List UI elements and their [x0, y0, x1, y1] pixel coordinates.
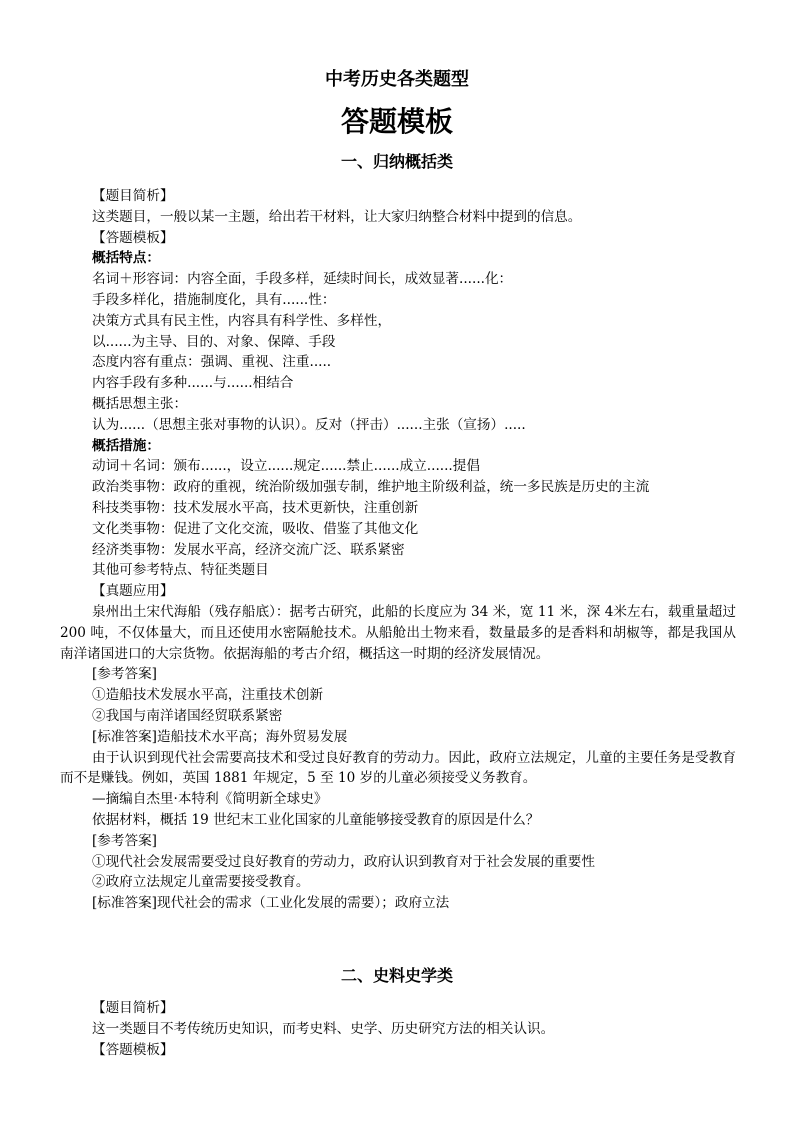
reference-answer-item: ②政府立法规定儿童需要接受教育。: [92, 874, 310, 891]
section-2-body: [60, 998, 736, 1060]
measure-line: 其他可参考特点、特征类题目: [92, 562, 269, 579]
reference-answer-label: [参考答案]: [92, 666, 157, 683]
question-2-source: —摘编自杰里·本特利《简明新全球史》: [92, 791, 328, 808]
reference-answer-item: ②我国与南洋诸国经贸联系紧密: [92, 707, 283, 724]
measure-line: 动词＋名词：颁布......，设立......规定......禁止......成立......提倡: [92, 458, 480, 475]
question-2-prompt: 依据材料，概括 19 世纪末工业化国家的儿童能够接受教育的原因是什么？: [92, 811, 540, 828]
document-title: 答题模板: [340, 105, 453, 138]
brief-label: 【题目简析】: [92, 1000, 174, 1016]
brief-text: 这一类题目不考传统历史知识，而考史料、史学、历史研究方法的相关认识。: [92, 1020, 555, 1037]
question-1-text: 泉州出土宋代海船（残存船底）：据考古研究，此船的长度应为 34 米，宽 11 米，深 4米左右，载重量超过 200 吨，不仅体量大，而且还使用水密隔舱技术。从船舱出土物来看，数量最多的是香料和胡椒等，都是我国从南洋诸国进口的大宗货物。依据海船的考古介绍，概括这一时期的经济发展情况。: [60, 603, 736, 662]
feature-line: 决策方式具有民主性，内容具有科学性、多样性，: [92, 312, 392, 329]
section-heading-2: 二、史料史学类: [340, 966, 453, 985]
reference-answer-item: ①造船技术发展水平高，注重技术创新: [92, 687, 324, 704]
apply-label: 【真题应用】: [92, 583, 174, 600]
measures-label: 概括措施：: [92, 437, 160, 454]
standard-answer: [标准答案]造船技术水平高；海外贸易发展: [92, 728, 348, 745]
template-label: 【答题模板】: [92, 229, 174, 246]
feature-line: 名词＋形容词：内容全面，手段多样，延续时间长，成效显著......化：: [92, 271, 513, 288]
standard-answer: [标准答案]现代社会的需求（工业化发展的需要）；政府立法: [92, 895, 450, 912]
measure-line: 政治类事物：政府的重视，统治阶级加强专制，维护地主阶级利益，统一多民族是历史的主流: [92, 479, 650, 496]
feature-line: 认为......（思想主张对事物的认识）。反对（抨击）......主张（宣扬）.....: [92, 416, 526, 433]
section-1-body: [60, 186, 736, 914]
document-subtitle: 中考历史各类题型: [325, 69, 469, 90]
feature-line: 内容手段有多种......与......相结合: [92, 375, 294, 392]
feature-line: 概括思想主张：: [92, 395, 188, 412]
template-label: 【答题模板】: [92, 1041, 174, 1058]
brief-label: 【题目简析】: [92, 188, 174, 204]
measure-line: 经济类事物：发展水平高，经济交流广泛、联系紧密: [92, 541, 405, 558]
features-label: 概括特点：: [92, 250, 160, 267]
measure-line: 科技类事物：技术发展水平高，技术更新快，注重创新: [92, 499, 419, 516]
feature-line: 以......为主导、目的、对象、保障、手段: [92, 333, 336, 350]
feature-line: 手段多样化，措施制度化，具有......性：: [92, 291, 336, 308]
question-2-text: 由于认识到现代社会需要高技术和受过良好教育的劳动力。因此，政府立法规定，儿童的主要任务是受教育而不是赚钱。例如，英国 1881 年规定，5 至 10 岁的儿童必须接受义务教育。: [60, 749, 736, 787]
measure-line: 文化类事物：促进了文化交流，吸收、借鉴了其他文化: [92, 520, 419, 537]
reference-answer-item: ①现代社会发展需要受过良好教育的劳动力，政府认识到教育对于社会发展的重要性: [92, 853, 595, 870]
reference-answer-label: [参考答案]: [92, 832, 157, 849]
section-heading-1: 一、归纳概括类: [340, 152, 453, 171]
brief-text: 这类题目，一般以某一主题，给出若干材料，让大家归纳整合材料中提到的信息。: [92, 208, 582, 225]
feature-line: 态度内容有重点：强调、重视、注重.....: [92, 354, 332, 371]
